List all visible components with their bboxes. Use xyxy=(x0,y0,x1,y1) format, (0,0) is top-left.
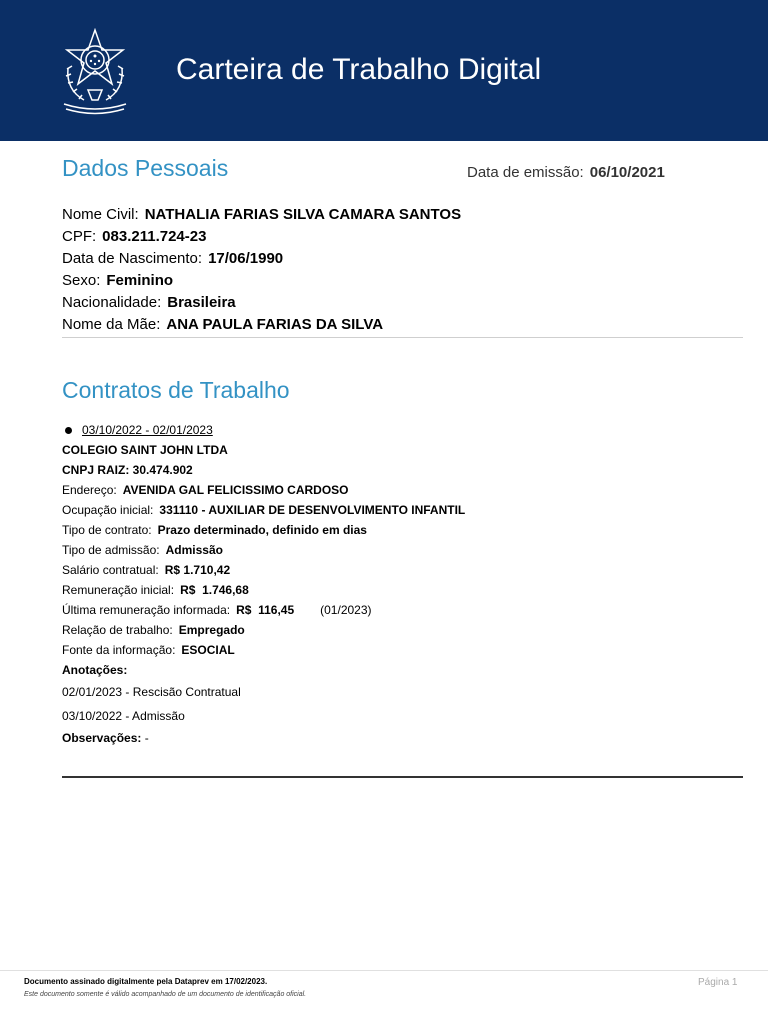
contract-salary-row xyxy=(62,560,465,580)
field-label: Ocupação inicial: xyxy=(62,503,154,517)
contract-period: 03/10/2022 - 02/01/2023 xyxy=(82,423,213,437)
contract-period-row xyxy=(62,420,465,440)
information-source-value: ESOCIAL xyxy=(181,643,235,657)
last-remuneration-value: R$ 116,45 xyxy=(236,603,295,617)
field-label: Sexo: xyxy=(62,272,101,289)
field-label: Data de Nascimento: xyxy=(62,250,203,267)
brazil-coat-of-arms-icon xyxy=(62,28,128,116)
nationality-row xyxy=(62,292,461,314)
birth-date-value: 17/06/1990 xyxy=(208,250,284,267)
field-label: Última remuneração informada: xyxy=(62,603,231,617)
contracts-heading: Contratos de Trabalho xyxy=(62,377,290,403)
field-label: Endereço: xyxy=(62,483,117,497)
mother-name-row xyxy=(62,314,461,336)
civil-name-row xyxy=(62,204,461,226)
admission-type-value: Admissão xyxy=(165,543,223,557)
validity-note: Este documento somente é válido acompanhado de um documento de identificação oficial. xyxy=(24,991,307,998)
annotation-item: 02/01/2023 - Rescisão Contratual xyxy=(62,685,241,699)
contract-entry xyxy=(62,420,465,748)
emission-date-label: Data de emissão: xyxy=(467,164,584,181)
sex-value: Feminino xyxy=(106,272,174,289)
field-label: Nome Civil: xyxy=(62,206,139,223)
initial-remuneration-row xyxy=(62,580,465,600)
work-relation-value: Empregado xyxy=(178,623,245,637)
field-label: Tipo de admissão: xyxy=(62,543,160,557)
page-title: Carteira de Trabalho Digital xyxy=(176,53,542,86)
section-divider xyxy=(62,337,743,338)
last-remuneration-row xyxy=(62,600,465,620)
company-name: COLEGIO SAINT JOHN LTDA xyxy=(62,443,228,457)
observations-value: - xyxy=(144,731,149,745)
work-relation-row xyxy=(62,620,465,640)
page-number: Página 1 xyxy=(698,977,738,988)
field-label: Fonte da informação: xyxy=(62,643,176,657)
mother-name-value: ANA PAULA FARIAS DA SILVA xyxy=(166,316,384,333)
last-remuneration-month: (01/2023) xyxy=(320,603,372,617)
field-label: Relação de trabalho: xyxy=(62,623,173,637)
annotations-label: Anotações: xyxy=(62,663,128,677)
contract-type-row xyxy=(62,520,465,540)
contracts-end-divider xyxy=(62,776,743,778)
personal-data-list xyxy=(62,204,461,336)
observations-row xyxy=(62,728,465,748)
emission-date-value: 06/10/2021 xyxy=(589,164,665,181)
contract-type-value: Prazo determinado, definido em dias xyxy=(157,523,367,537)
header-banner xyxy=(0,0,768,141)
birth-date-row xyxy=(62,248,461,270)
contract-salary-value: R$ 1.710,42 xyxy=(164,563,231,577)
field-label: Salário contratual: xyxy=(62,563,159,577)
admission-type-row xyxy=(62,540,465,560)
address-value: AVENIDA GAL FELICISSIMO CARDOSO xyxy=(122,483,349,497)
personal-data-heading: Dados Pessoais xyxy=(62,155,229,181)
company-cnpj: CNPJ RAIZ: 30.474.902 xyxy=(62,463,193,477)
initial-remuneration-value: R$ 1.746,68 xyxy=(180,583,249,597)
civil-name-value: NATHALIA FARIAS SILVA CAMARA SANTOS xyxy=(144,206,462,223)
annotation-item: 03/10/2022 - Admissão xyxy=(62,709,185,723)
footer-divider xyxy=(0,970,768,971)
digital-signature-note: Documento assinado digitalmente pela Dataprev em 17/02/2023. xyxy=(24,977,268,986)
observations-label: Observações: xyxy=(62,731,142,745)
cpf-row xyxy=(62,226,461,248)
sex-row xyxy=(62,270,461,292)
occupation-row xyxy=(62,500,465,520)
bullet-icon xyxy=(65,427,72,434)
field-label: Remuneração inicial: xyxy=(62,583,175,597)
information-source-row xyxy=(62,640,465,660)
nationality-value: Brasileira xyxy=(167,294,236,311)
field-label: Nome da Mãe: xyxy=(62,316,161,333)
field-label: Tipo de contrato: xyxy=(62,523,152,537)
field-label: CPF: xyxy=(62,228,97,245)
field-label: Nacionalidade: xyxy=(62,294,162,311)
occupation-value: 331110 - AUXILIAR DE DESENVOLVIMENTO INFANTIL xyxy=(159,503,466,517)
address-row xyxy=(62,480,465,500)
cpf-value: 083.211.724-23 xyxy=(102,228,207,245)
emission-date xyxy=(467,164,665,181)
